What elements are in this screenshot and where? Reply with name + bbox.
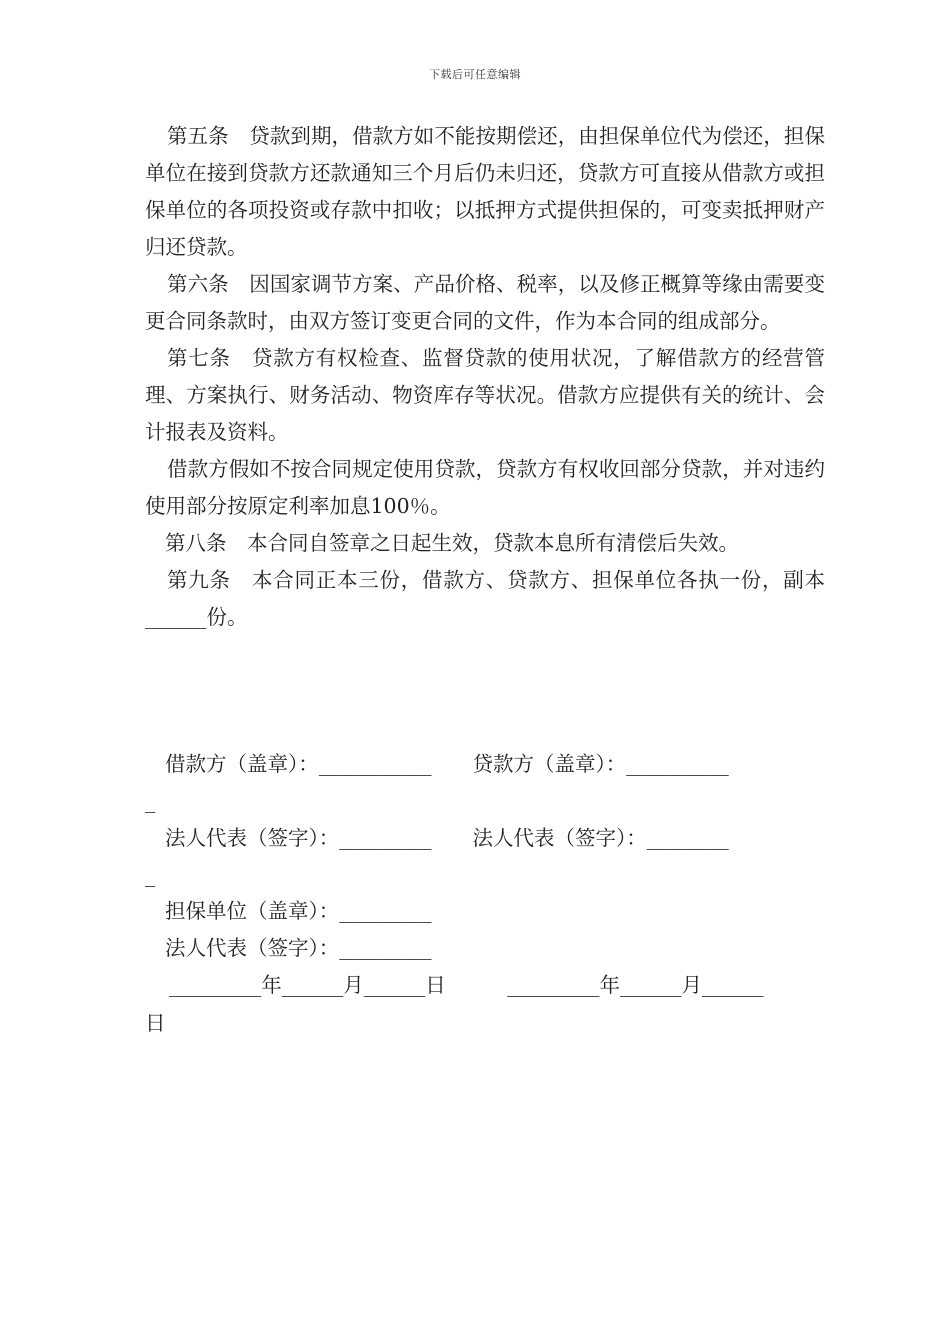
- contract-body: [145, 118, 825, 636]
- signature-guarantor: 担保单位（盖章）：_________: [165, 899, 432, 923]
- signature-borrower-lender: 借款方（盖章）：___________ 贷款方（盖章）：__________: [165, 752, 729, 776]
- signature-guarantor-rep: 法人代表（签字）：_________: [165, 936, 432, 960]
- signature-dates: _________年______月______日 _________年______月______: [169, 973, 764, 997]
- article-6: 第六条 因国家调节方案、产品价格、税率，以及修正概算等缘由需要变更合同条款时，由双方签订变更合同的文件，作为本合同的组成部分。: [145, 272, 825, 333]
- article-9: 第九条 本合同正本三份，借款方、贷款方、担保单位各执一份，副本______份。: [145, 568, 825, 629]
- article-8: 第八条 本合同自签章之日起生效，贷款本息所有清偿后失效。: [165, 531, 739, 555]
- signature-line1-wrap: _: [145, 789, 156, 813]
- article-7-clause: 借款方假如不按合同规定使用贷款，贷款方有权收回部分贷款，并对违约使用部分按原定利率加息100％。: [145, 457, 825, 518]
- signature-legal-reps: 法人代表（签字）：_________ 法人代表（签字）：________: [165, 826, 729, 850]
- article-5: 第五条 贷款到期，借款方如不能按期偿还，由担保单位代为偿还，担保单位在接到贷款方还款通知三个月后仍未归还，贷款方可直接从借款方或担保单位的各项投资或存款中扣收；以抵押方式提供担保的，可变卖抵押财产归还贷款。: [145, 124, 825, 259]
- header-note: 下载后可任意编辑: [429, 68, 521, 81]
- article-7: 第七条 贷款方有权检查、监督贷款的使用状况，了解借款方的经营管理、方案执行、财务活动、物资库存等状况。借款方应提供有关的统计、会计报表及资料。: [145, 346, 825, 444]
- signature-date-wrap: 日: [145, 1011, 166, 1035]
- signature-line2-wrap: _: [145, 863, 156, 887]
